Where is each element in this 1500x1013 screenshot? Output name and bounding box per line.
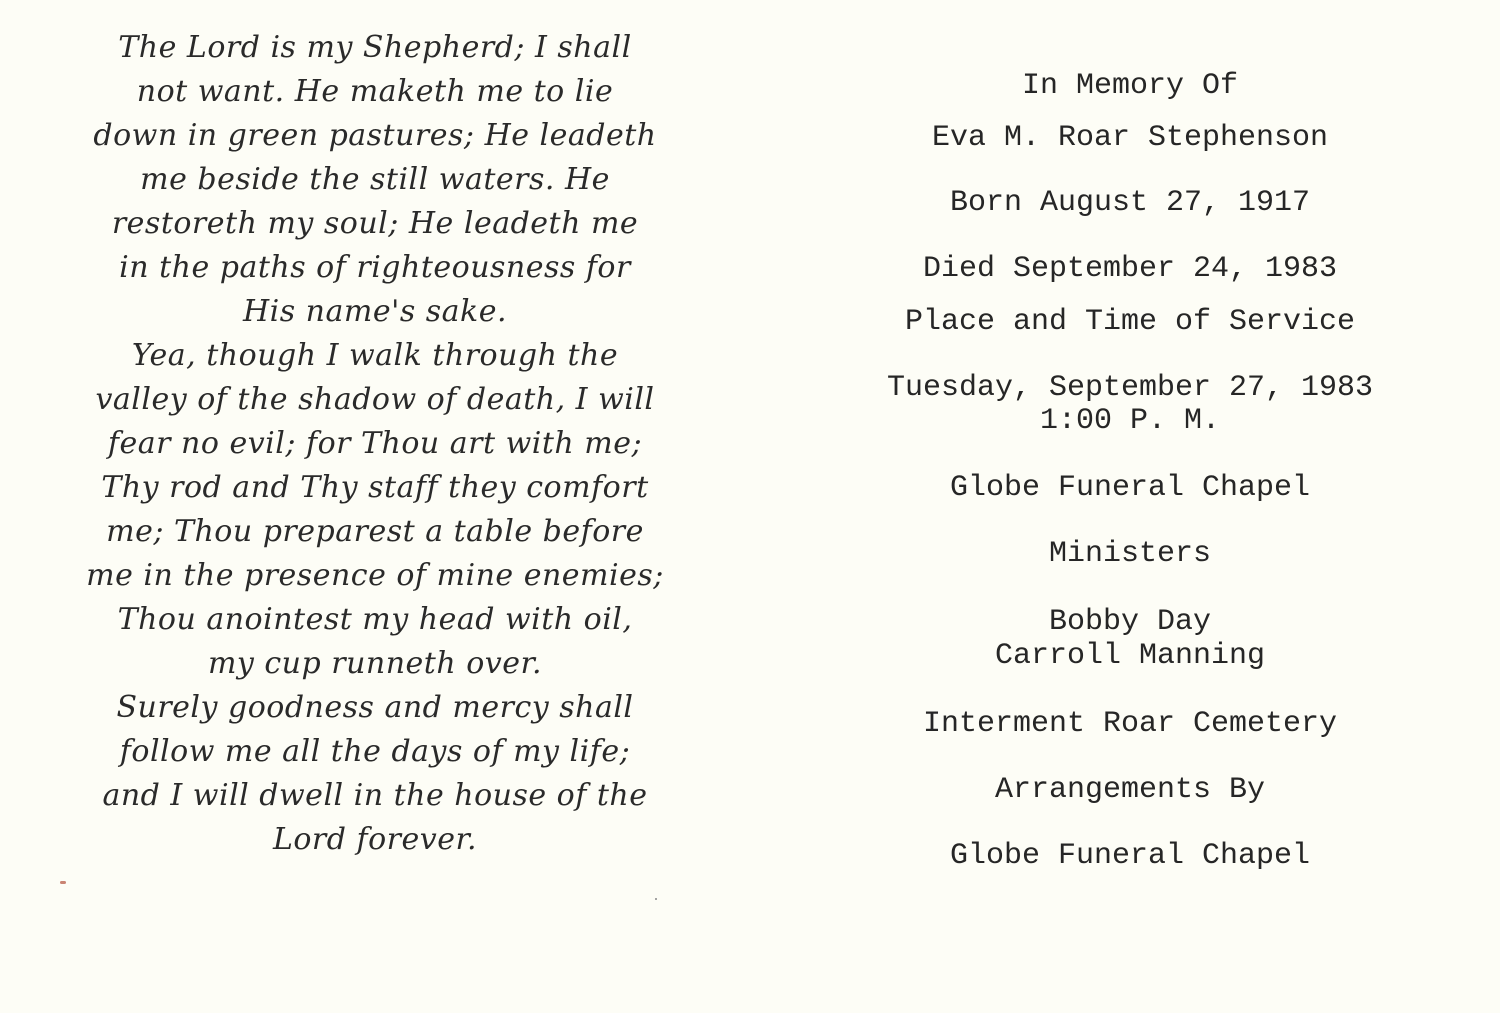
psalm-line: Thy rod and Thy staff they comfort	[101, 470, 649, 505]
psalm-line: Surely goodness and mercy shall	[116, 690, 634, 725]
minister-name: Bobby Day	[1048, 605, 1212, 639]
psalm-23-text	[55, 26, 695, 862]
psalm-line: down in green pastures; He leadeth	[93, 118, 657, 153]
service-heading: Place and Time of Service	[904, 305, 1356, 339]
birth-date: Born August 27, 1917	[949, 186, 1311, 220]
paper-speck	[655, 898, 657, 900]
psalm-line: not want. He maketh me to lie	[136, 74, 614, 109]
psalm-line: and I will dwell in the house of the	[102, 778, 648, 813]
psalm-line: restoreth my soul; He leadeth me	[111, 206, 639, 241]
psalm-line: fear no evil; for Thou art with me;	[107, 426, 643, 461]
psalm-line: Lord forever.	[272, 822, 478, 857]
service-date: Tuesday, September 27, 1983	[886, 371, 1374, 405]
ministers-heading: Ministers	[1048, 537, 1212, 571]
psalm-line: Thou anointest my head with oil,	[117, 602, 633, 637]
psalm-line: me beside the still waters. He	[140, 162, 610, 197]
funeral-home: Globe Funeral Chapel	[949, 839, 1311, 873]
arrangements-heading: Arrangements By	[994, 773, 1266, 807]
interment-location: Interment Roar Cemetery	[922, 707, 1338, 741]
memory-heading: In Memory Of	[1021, 69, 1239, 103]
psalm-line: in the paths of righteousness for	[119, 250, 631, 285]
psalm-line: follow me all the days of my life;	[119, 734, 631, 769]
death-date: Died September 24, 1983	[922, 252, 1338, 286]
psalm-line: me; Thou preparest a table before	[106, 514, 644, 549]
service-time: 1:00 P. M.	[1039, 404, 1221, 438]
psalm-line: His name's sake.	[242, 294, 508, 329]
psalm-line: The Lord is my Shepherd; I shall	[118, 30, 632, 65]
paper-speck	[60, 881, 66, 884]
deceased-name: Eva M. Roar Stephenson	[931, 121, 1329, 155]
psalm-line: Yea, though I walk through the	[131, 338, 619, 373]
psalm-line: my cup runneth over.	[207, 646, 543, 681]
psalm-line: me in the presence of mine enemies;	[86, 558, 664, 593]
minister-name: Carroll Manning	[994, 639, 1266, 673]
psalm-line: valley of the shadow of death, I will	[95, 382, 655, 417]
service-location: Globe Funeral Chapel	[949, 471, 1311, 505]
